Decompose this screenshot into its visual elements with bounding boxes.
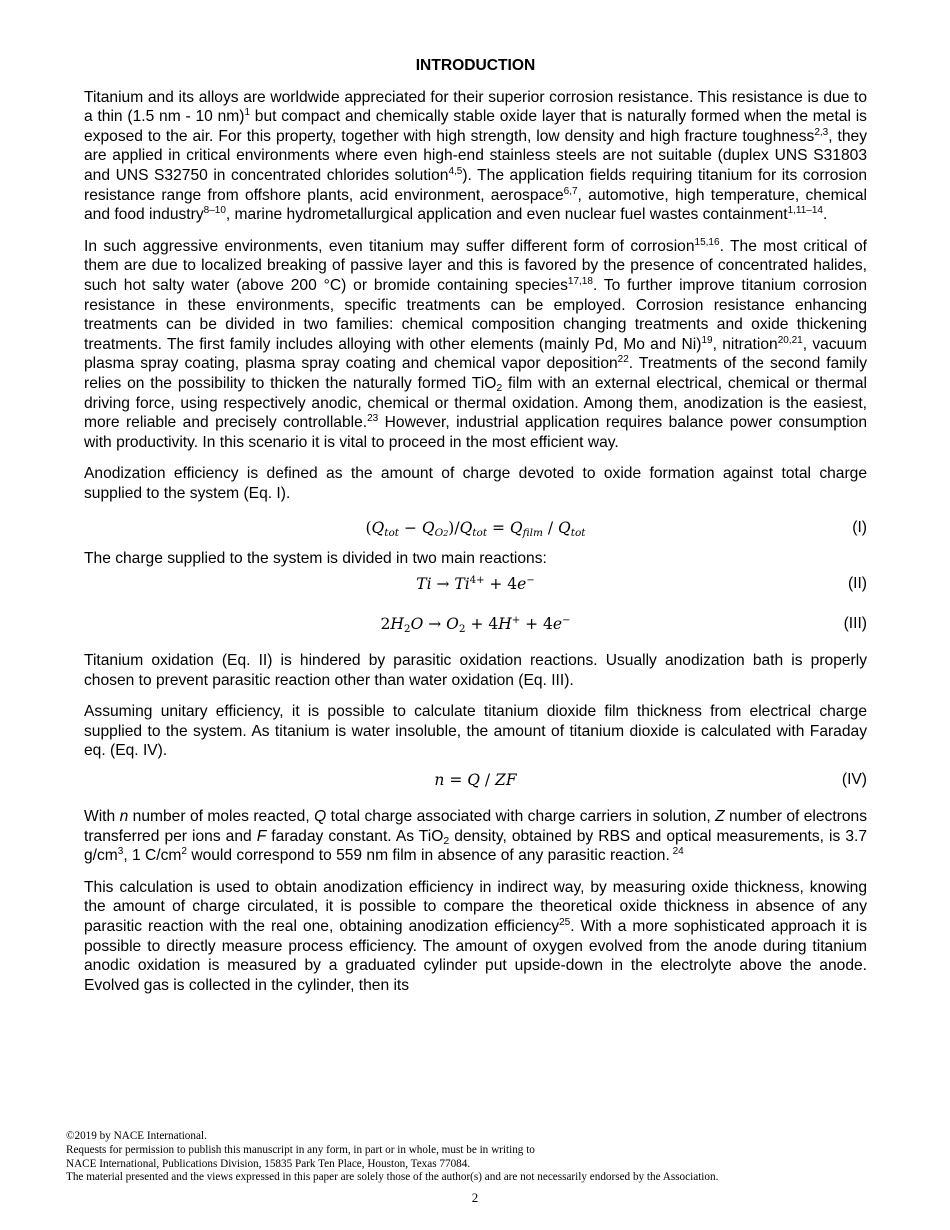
equation-1-math: [84, 515, 867, 541]
paragraph-3: Anodization efficiency is defined as the amount of charge devoted to oxide formation against total charge supplied to the system (Eq. I).: [84, 465, 867, 502]
eq-part: Ti: [416, 575, 432, 594]
text: , 1 C/cm: [123, 847, 182, 865]
eq-part: + 4: [465, 615, 499, 634]
text: would correspond to 559 nm film in absence of any parasitic reaction.: [186, 847, 670, 865]
reference: 25: [559, 917, 571, 928]
reference: 19: [701, 334, 713, 346]
text: , they are applied in critical environments where even high-end stainless steels are not suitable (duplex UNS S31803 and UNS S32750 in concentrated chlorides solution: [84, 127, 867, 184]
eq-part: /: [479, 771, 496, 790]
reference: 22: [617, 354, 629, 366]
paragraph-8: [84, 878, 867, 996]
reference: 23: [367, 413, 379, 425]
eq-part: tot: [384, 527, 400, 540]
equation-3: [84, 611, 867, 637]
equation-4-math: [84, 767, 867, 793]
equation-2-math: [84, 571, 867, 597]
eq-part: =: [487, 519, 510, 538]
text: but compact and chemically stable oxide layer that is naturally formed when the metal is exposed to the air. For this property, together with high strength, low density and high fracture toughness: [84, 108, 867, 145]
variable: n: [119, 808, 129, 826]
variable: Z: [715, 808, 725, 826]
paragraph-4: The charge supplied to the system is divided in two main reactions:: [84, 550, 547, 568]
reference: 20,21: [777, 334, 803, 346]
reference: 15,16: [694, 236, 720, 248]
paragraph-1: [84, 88, 867, 225]
reference: 1: [244, 107, 251, 119]
page-body: [84, 56, 867, 1007]
equation-3-number: (III): [843, 615, 867, 633]
eq-part: −: [399, 519, 422, 538]
paragraph-6: Assuming unitary efficiency, it is possible to calculate titanium dioxide film thickness from electrical charge supplied to the system. As titanium is water insoluble, the amount of titanium dioxide is calculated with Faraday eq. (Eq. IV).: [84, 703, 867, 760]
eq-part: 2: [443, 529, 449, 539]
superscript: 2: [181, 846, 187, 858]
copyright-footer: [66, 1130, 886, 1185]
page-number: 2: [471, 1190, 479, 1205]
paragraph-2: [84, 237, 867, 453]
text: number of electrons transferred per ions and: [84, 808, 867, 845]
eq-part: =: [444, 771, 468, 790]
text: density, obtained by RBS and optical measurements, is 3.7 g/cm: [84, 827, 867, 865]
reference: 2,3: [814, 126, 829, 138]
section-heading: INTRODUCTION: [415, 57, 536, 74]
equation-4-number: (IV): [841, 771, 867, 789]
eq-part: +: [511, 615, 521, 627]
eq-part: Q: [558, 519, 571, 538]
eq-part: →: [431, 575, 455, 594]
eq-part: tot: [472, 527, 488, 540]
eq-part: film: [522, 527, 543, 540]
eq-part: 2: [403, 623, 411, 636]
eq-part: Q: [509, 519, 523, 538]
text: , vacuum plasma spray coating, plasma spray coating and chemical vapor deposition: [84, 335, 867, 373]
equation-2: [84, 571, 867, 597]
reference: 6,7: [563, 185, 578, 197]
text: This calculation is used to obtain anodization efficiency in indirect way, by measuring oxide thickness, knowing the amount of charge circulated, it is possible to compare the theoretical oxide thickness in absence of any parasitic reaction with the real one, obtaining anodization efficiency: [84, 878, 867, 935]
text: However, industrial application requires balance power consumption with productivity. In this scenario it is vital to proceed in the most efficient way.: [84, 414, 868, 451]
eq-part: O: [410, 615, 424, 634]
eq-part: (: [365, 519, 372, 538]
text: . The most critical of them are due to localized breaking of passive layer and this is favored by the presence of concentrated halides, such hot salty water (above 200 °C) or bromide containing species: [84, 237, 868, 294]
text: , marine hydrometallurgical application and even nuclear fuel wastes containment: [225, 206, 788, 224]
reference: 24: [669, 846, 684, 858]
reference: 1,11–14: [787, 205, 823, 217]
paragraph-7: [84, 807, 867, 866]
eq-part: Q: [467, 771, 480, 790]
variable: F: [256, 827, 267, 845]
reference: 8–10: [203, 205, 226, 217]
eq-part: H: [390, 615, 404, 634]
eq-part: H: [498, 615, 512, 634]
text: In such aggressive environments, even titanium may suffer different form of corrosion: [84, 237, 695, 255]
eq-part: −: [562, 615, 571, 627]
eq-part: 2: [458, 623, 466, 636]
eq-part: 2: [380, 615, 391, 634]
eq-part: )/: [448, 519, 460, 538]
footer-line: ©2019 by NACE International.: [66, 1130, 207, 1142]
reference: 4,5: [448, 165, 463, 177]
eq-part: Ti: [454, 575, 470, 594]
text: film with an external electrical, chemical or thermal driving force, using respectively anodic, chemical or thermal oxidation. Among them, anodization is the easiest, more reliable and precisely controllable.: [84, 374, 867, 432]
eq-part: + 4: [520, 615, 553, 634]
eq-part: −: [526, 575, 535, 587]
eq-part: O: [434, 527, 444, 540]
equation-1-number: (I): [852, 519, 867, 537]
eq-part: O: [446, 615, 459, 634]
text: , automotive, high temperature, chemical and food industry: [84, 186, 868, 224]
eq-part: n: [434, 771, 445, 790]
eq-part: 4+: [469, 575, 485, 587]
text: With: [84, 808, 120, 826]
subscript: 2: [496, 381, 503, 394]
text: faraday constant. As TiO: [266, 827, 444, 845]
eq-part: + 4: [484, 575, 518, 594]
footer-line: Requests for permission to publish this manuscript in any form, in part or in whole, must be in writing to: [66, 1143, 535, 1156]
eq-part: e: [552, 615, 563, 634]
text: . To further improve titanium corrosion resistance in these environments, specific treatments can be employed. Corrosion resistance enhancing treatments can be divided in two families: chemical composition changing treatments and oxide thickening treatments. The first family includes alloying with other elements (mainly Pd, Mo and Ni): [84, 276, 867, 353]
eq-part: Q: [421, 519, 435, 538]
eq-part: [435, 527, 449, 539]
superscript: 3: [117, 846, 124, 858]
equation-4: [84, 767, 867, 793]
equation-3-math: [84, 611, 867, 637]
text: number of moles reacted,: [128, 808, 315, 826]
subscript: 2: [443, 834, 450, 847]
eq-part: ZF: [495, 771, 517, 790]
footer-line: NACE International, Publications Division, 15835 Park Ten Place, Houston, Texas 77084.: [66, 1157, 471, 1170]
eq-part: →: [423, 615, 447, 634]
paragraph-5: Titanium oxidation (Eq. II) is hindered by parasitic oxidation reactions. Usually anodization bath is properly chosen to prevent parasitic reaction other than water oxidation (Eq. III).: [84, 652, 867, 689]
equation-2-number: (II): [847, 575, 867, 593]
eq-part: e: [517, 575, 527, 594]
text: .: [822, 206, 828, 224]
text: , nitration: [712, 335, 778, 353]
text: Titanium and its alloys are worldwide appreciated for their superior corrosion resistance. This resistance is due to a thin (1.5 nm - 10 nm): [84, 88, 867, 126]
eq-part: /: [542, 519, 559, 538]
text: . With a more sophisticated approach it is possible to directly measure process efficiency. The amount of oxygen evolved from the anode during titanium anodic oxidation is measured by a graduated cylinder put upside-down in the electrolyte above the anode. Evolved gas is collected in the cylinder, then its: [84, 918, 867, 994]
eq-part: tot: [570, 527, 586, 540]
text: total charge associated with charge carriers in solution,: [326, 808, 716, 826]
equation-1: [84, 515, 867, 541]
variable: Q: [314, 808, 327, 826]
footer-line: The material presented and the views expressed in this paper are solely those of the author(s) and are not necessarily endorsed by the Association.: [66, 1171, 719, 1184]
text: ). The application fields requiring titanium for its corrosion resistance range from offshore plants, acid environment, aerospace: [84, 166, 867, 204]
eq-part: Q: [459, 519, 473, 538]
text: . Treatments of the second family relies on the possibility to thicken the naturally formed TiO: [84, 355, 867, 392]
reference: 17,18: [567, 275, 593, 287]
eq-part: Q: [371, 519, 385, 538]
